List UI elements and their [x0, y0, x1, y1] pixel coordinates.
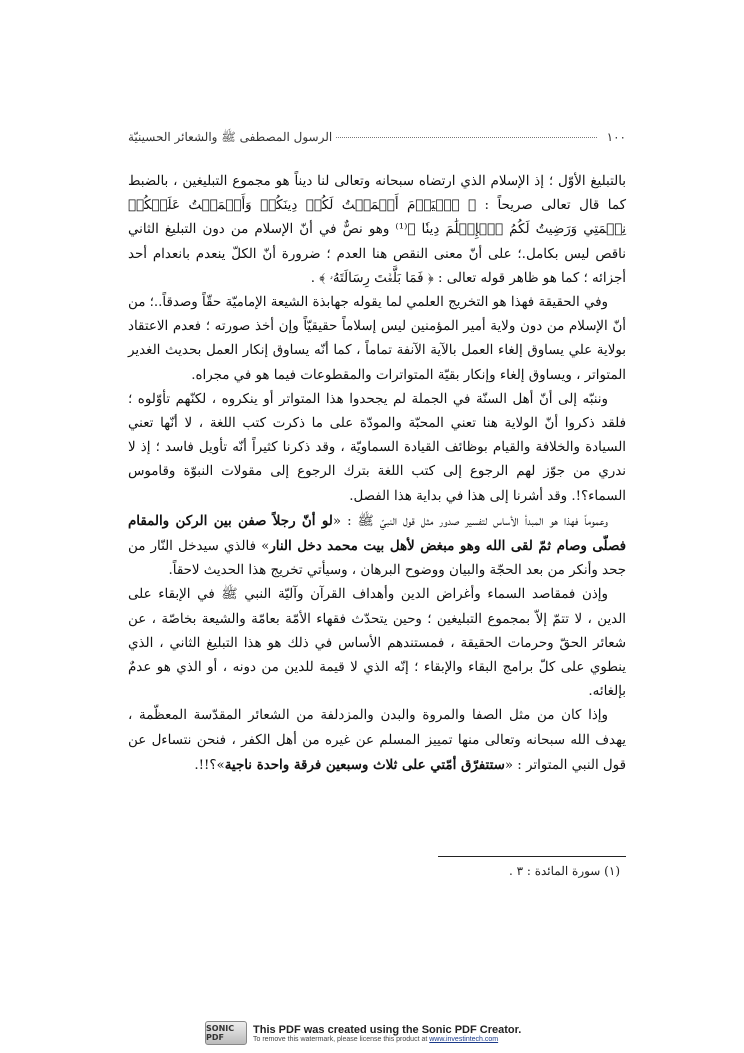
- header-dotted-leader: [336, 137, 596, 138]
- paragraph: [128, 291, 626, 388]
- paragraph-text: »؟!!.: [194, 757, 225, 773]
- page-number: ١٠٠: [606, 130, 626, 144]
- paragraph: [128, 704, 626, 778]
- book-page: [128, 130, 626, 778]
- paragraph-text: وإذا كان من مثل الصفا والمروة والبدن والمزدلفة من الشعائر المقدّسة المعظّمة ، يهدف الله سبحانه وتعالى منها تمييز المسلم عن غيره من أهل الكفر ، فنحن نتساءل عن قول النبي المتواتر : «: [128, 708, 626, 773]
- watermark: [205, 1020, 565, 1046]
- paragraph-text: وعموماً فهذا هو المبدأ الأساس لتفسير صدور مثل قول النبيّ ﷺ : «: [332, 513, 608, 529]
- sonic-pdf-logo-icon: SONIC PDF: [205, 1021, 247, 1045]
- running-title: الرسول المصطفى ﷺ والشعائر الحسينيّة: [128, 130, 333, 144]
- paragraph-text: بالتبليغ الأوّل ؛ إذ الإسلام الذي ارتضاه سبحانه وتعالى لنا ديناً هو مجموع التبليغين ، بالضبط كما قال تعالى صريحاً : ﴿ ٱلۡيَوۡمَ أَكۡمَلۡتُ لَكُمۡ دِينَكُمۡ وَأَتۡمَمۡتُ عَلَيۡكُمۡ نِعۡمَتِي وَرَضِيتُ لَكُمُ ٱلۡإِسۡلَٰمَ دِينٗا ﴾⁽¹⁾ وهو نصٌّ في أنّ الإسلام من دون التبليغ الثاني ناقص ليس بكامل.؛ على أنّ معنى النقص هنا العدم ؛ ضرورة أنّ الكلّ ينعدم بانعدام أحد أجزائه ؛ كما هو ظاهر قوله تعالى : ﴿ فَمَا بَلَّغۡتَ رِسَالَتَهُۥ ﴾ .: [128, 174, 626, 286]
- hadith-quote: ستتفرّق أمّتي على ثلاث وسبعين فرقة واحدة ناجية: [224, 756, 505, 773]
- watermark-line-2-text: To remove this watermark, please license this product at: [253, 1035, 430, 1043]
- paragraph: [128, 583, 626, 704]
- footnote: (١) سورة المائدة : ٣ .: [508, 864, 620, 878]
- footnote-separator: [438, 856, 626, 857]
- paragraph-text: » فالذي سيدخل النّار من جحد وأنكر من بعد الحجّة والبيان ووضوح البرهان ، وسيأتي تخريج هذا الحديث لاحقاً.: [128, 539, 626, 579]
- watermark-line-1: This PDF was created using the Sonic PDF Creator.: [253, 1023, 522, 1036]
- watermark-line-2: [253, 1036, 521, 1043]
- paragraph-text: وفي الحقيقة فهذا هو التخريج العلمي لما يقوله جهابذة الشيعة الإماميّة حقّاً وصدقاً..؛ من أنّ الإسلام من دون ولاية أمير المؤمنين ليس إسلاماً حقيقيّاً وإن أخذ صورته ؛ فعدم الاعتقاد بولاية علي يساوق إلغاء العمل بالآية الآنفة تماماً ، كما أنّه يساوق إنكار العمل بحديث الغدير المتواتر ، ويساوق إلغاء وإنكار بقيّة المتواترات والمقطوعات فيما هو في مجراه.: [128, 295, 626, 383]
- paragraph-text: وننبّه إلى أنّ أهل السنّة في الجملة لم يجحدوا هذا المتواتر أو ينكروه ، لكنّهم تأوّلوه ؛ فلقد ذكروا أنّ الولاية هنا تعني المحبّة والمودّة على ما ذكرت كتب اللغة ، لا أنّها تعني السيادة والخلافة والقيام بوظائف القيادة السماويّة ، وقد ذكرنا كثيراً أنّه تأويل فاسد ؛ إذ لا ندري من جوّز لهم الرجوع إلى كتب اللغة بترك الرجوع إلى مقولات النبوّة وقاموس السماء؟!. وقد أشرنا إلى هذا في بداية هذا الفصل.: [128, 391, 626, 504]
- paragraph-text: وإذن فمقاصد السماء وأغراض الدين وأهداف القرآن وآليّة النبي ﷺ في الإبقاء على الدين ، لا تتمّ إلاّ بمجموع التبليغين ؛ وحين يتحدّث فقهاء الأمّة بعامّة والشيعة بخاصّة ، عن شعائر الحقّ وحرمات الحقيقة ، فمستندهم الأساس في ذلك هو هذا التبليغ الثاني ، الذي ينطوي على كلّ برامج البقاء والإبقاء ؛ إنّه الذي لا قيمة للدين من دونه ، أو الذي هو عدمٌ بإلغائه.: [128, 587, 626, 700]
- paragraph: [128, 509, 626, 584]
- paragraph: [128, 388, 626, 509]
- body-text: [128, 170, 626, 778]
- hadith-quote: لو أنّ رجلاً صفن بين الركن والمقام فصلّى وصام ثمّ لقى الله وهو مبغض لأهل بيت محمد دخل النار: [128, 512, 626, 555]
- watermark-link[interactable]: www.investintech.com: [429, 1035, 499, 1043]
- page-header: [128, 130, 626, 150]
- paragraph: [128, 170, 626, 291]
